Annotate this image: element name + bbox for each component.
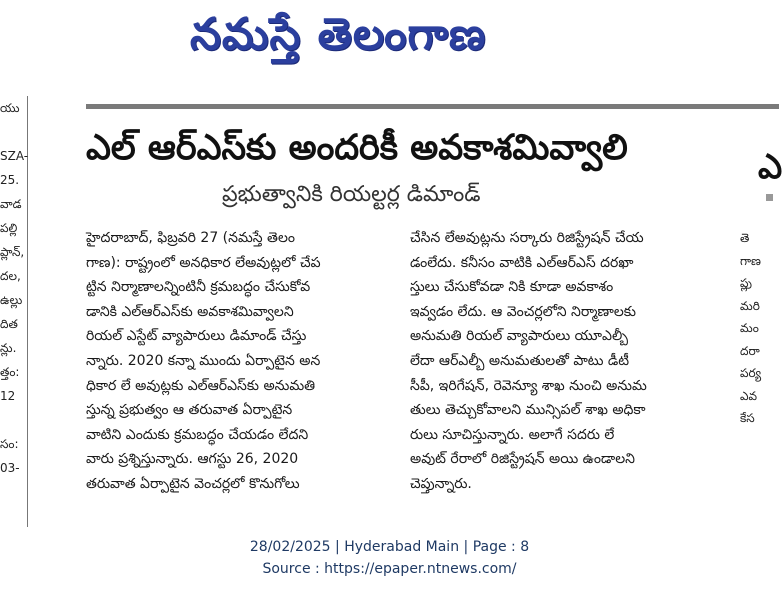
article-line: వాటిని ఎందుకు క్రమబద్ధం చేయడం లేదని: [86, 426, 309, 443]
article-line: తరువాత ఏర్పాటైన వెంచర్లలో కొనుగోలు: [86, 475, 300, 492]
footer-source[interactable]: Source : https://epaper.ntnews.com/: [262, 561, 517, 577]
right-column-fragment: [740, 147, 782, 527]
masthead: నమస్తే తెలంగాణ: [190, 9, 487, 60]
article-line: ట్టిన నిర్మాణాలన్నింటినీ క్రమబద్ధం చేసుకోవ: [86, 279, 311, 296]
left-fragment-line: త్తం:: [0, 365, 20, 379]
right-text-fragment: [740, 227, 779, 430]
left-fragment-line: పల్లి: [0, 221, 18, 235]
left-fragment-line: దల,: [0, 269, 21, 283]
article-line: న్నారు. 2020 కన్నా ముందు ఏర్పాటైన అన: [86, 352, 321, 369]
left-fragment-line: యు: [0, 101, 20, 115]
left-fragment-line: [0, 120, 27, 144]
article-line: డంలేదు. కనీసం వాటికి ఎల్ఆర్ఎస్ దరఖా: [410, 254, 634, 271]
left-fragment-line: వాడ: [0, 197, 22, 211]
article-line: లేదా ఆర్ఎల్బీ అనుమతులతో పాటు డీటీ: [410, 352, 630, 369]
article-line: తులు తెచ్చుకోవాలని మున్సిపల్ శాఖ అధికా: [410, 402, 646, 419]
article-line: చెప్తున్నారు.: [410, 475, 472, 492]
article-line: చేసిన లేఅవుట్లను సర్కారు రిజిస్ట్రేషన్ చేయ: [410, 230, 644, 246]
left-fragment-line: దిత: [0, 317, 18, 331]
article-line: అవుట్ రేరాలో రిజిస్ట్రేషన్ అయి ఉండాలని: [410, 451, 635, 468]
article-column-2: [410, 226, 710, 527]
subheadline: ప్రభుత్వానికి రియల్టర్ల డిమాండ్: [222, 182, 481, 207]
right-fragment-line: పర్య: [740, 366, 762, 380]
article-line: స్తున్న ప్రభుత్వం ఆ తరువాత ఏర్పాటైన: [86, 402, 293, 419]
right-fragment-line: కేస: [740, 411, 755, 425]
left-fragment-line: సం:: [0, 437, 19, 451]
right-fragment-line: మరి: [740, 298, 760, 313]
left-fragment-line: ప్లాన్,: [0, 245, 25, 259]
article-line: ధికార లే అవుట్లకు ఎల్ఆర్ఎస్‌కు అనుమతి: [86, 377, 316, 394]
right-fragment-line: గాణ: [740, 253, 761, 268]
right-fragment-line: ప్లు: [740, 276, 752, 290]
left-fragment-line: ఉల్లు: [0, 293, 23, 307]
left-fragment-line: [0, 408, 27, 432]
article-line: స్తులు చేసుకోవడా నికి కూడా అవకాశం: [410, 279, 614, 296]
article-line: వారు ప్రశ్నిస్తున్నారు. ఆగస్టు 26, 2020: [86, 451, 299, 468]
article-line: ఇవ్వడం లేదు. ఆ వెంచర్లలోని నిర్మాణాలకు: [410, 303, 636, 320]
left-fragment-line: 03-: [0, 461, 20, 475]
right-fragment-line: దరా: [740, 343, 760, 358]
right-fragment-line: ఎవ: [740, 388, 758, 403]
left-fragment-line: న్లు.: [0, 341, 17, 355]
right-fragment-line: తె: [740, 231, 750, 245]
left-column-fragment: [0, 96, 28, 527]
article-line: రియల్ ఎస్టేట్ వ్యాపారులు డిమాండ్ చేస్తు: [86, 328, 307, 345]
right-fragment-line: మం: [740, 321, 759, 335]
footer: [0, 527, 779, 600]
left-fragment-line: 25.: [0, 173, 20, 187]
article-line: అనుమతి రియల్ వ్యాపారులు యూఎల్బీ: [410, 328, 629, 345]
article-column-1: [86, 226, 396, 527]
article-line: గాణ): రాష్ట్రంలో అనధికార లేఅవుట్లలో చేప: [86, 254, 321, 271]
article-line: హైదరాబాద్, ఫిబ్రవరి 27 (నమస్తే తెలం: [86, 230, 295, 246]
bullet-icon: [766, 194, 773, 201]
article-line: రులు సూచిస్తున్నారు. అలాగే సదరు లే: [410, 426, 615, 443]
article-line: డానికి ఎల్ఆర్ఎస్‌కు అవకాశమివ్వాలని: [86, 303, 294, 320]
left-fragment-line: SZA-: [0, 149, 29, 163]
headline: ఎల్ ఆర్ఎస్‌కు అందరికీ అవకాశమివ్వాలి: [86, 128, 628, 168]
left-fragment-line: 12: [0, 389, 16, 403]
headline-rule: [86, 104, 779, 109]
article-line: సీపీ, ఇరిగేషన్, రెవెన్యూ శాఖ నుంచి అనుమ: [410, 377, 647, 394]
right-headline-fragment: ఎ: [758, 147, 782, 187]
footer-date-edition: 28/02/2025 | Hyderabad Main | Page : 8: [249, 539, 530, 555]
